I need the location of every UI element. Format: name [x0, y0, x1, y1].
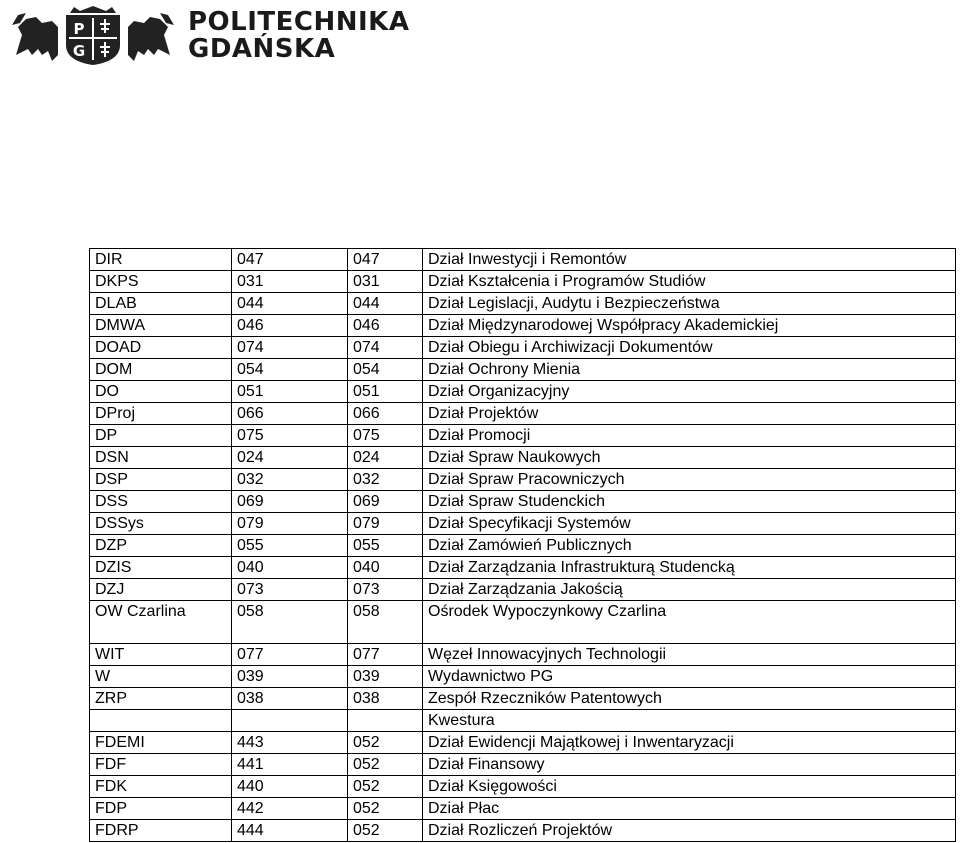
table-cell: Dział Kształcenia i Programów Studiów: [423, 271, 956, 293]
table-cell: DSP: [90, 469, 232, 491]
table-cell: Dział Legislacji, Audytu i Bezpieczeństwa: [423, 293, 956, 315]
university-emblem-icon: [8, 5, 178, 67]
emblem-letter-p: P: [73, 20, 85, 38]
section-row: [90, 710, 956, 732]
university-name: [188, 9, 409, 63]
table-row: [90, 469, 956, 491]
table-cell: Dział Specyfikacji Systemów: [423, 513, 956, 535]
table-cell: Dział Płac: [423, 798, 956, 820]
table-cell: 077: [348, 644, 423, 666]
table-cell: DOAD: [90, 337, 232, 359]
table-cell: 066: [232, 403, 348, 425]
table-cell: Dział Międzynarodowej Współpracy Akademickiej: [423, 315, 956, 337]
table-row: [90, 425, 956, 447]
table-cell: 444: [232, 820, 348, 842]
table-cell: Dział Inwestycji i Remontów: [423, 249, 956, 271]
table-cell: 443: [232, 732, 348, 754]
table-cell: Dział Finansowy: [423, 754, 956, 776]
table-cell: FDRP: [90, 820, 232, 842]
table-cell: 052: [348, 798, 423, 820]
table-cell: 052: [348, 820, 423, 842]
table-cell: Dział Zarządzania Jakością: [423, 579, 956, 601]
table-cell: 066: [348, 403, 423, 425]
table-cell: FDK: [90, 776, 232, 798]
table-cell: 052: [348, 754, 423, 776]
table-cell: Dział Spraw Naukowych: [423, 447, 956, 469]
table-cell: Węzeł Innowacyjnych Technologii: [423, 644, 956, 666]
table-row: [90, 315, 956, 337]
table-row: [90, 579, 956, 601]
table-cell: Dział Zarządzania Infrastrukturą Studencką: [423, 557, 956, 579]
table-cell: DZIS: [90, 557, 232, 579]
table-cell: 031: [232, 271, 348, 293]
logo: [8, 4, 409, 68]
table-cell: DSS: [90, 491, 232, 513]
table-cell: 069: [232, 491, 348, 513]
table-cell: 055: [348, 535, 423, 557]
table-cell: 044: [348, 293, 423, 315]
table-cell: 031: [348, 271, 423, 293]
table-cell: 074: [232, 337, 348, 359]
table-cell: 032: [348, 469, 423, 491]
table-cell: 079: [348, 513, 423, 535]
table-cell: DSSys: [90, 513, 232, 535]
table-cell: 051: [232, 381, 348, 403]
table-cell: Dział Organizacyjny: [423, 381, 956, 403]
table-cell: DLAB: [90, 293, 232, 315]
table-cell: 047: [232, 249, 348, 271]
table-cell: Dział Spraw Studenckich: [423, 491, 956, 513]
section-label: Kwestura: [423, 710, 956, 732]
table-row: [90, 381, 956, 403]
table-cell: Dział Projektów: [423, 403, 956, 425]
table-cell: 024: [232, 447, 348, 469]
table-cell: FDF: [90, 754, 232, 776]
table-row: [90, 557, 956, 579]
table-cell: ZRP: [90, 688, 232, 710]
table-row: [90, 688, 956, 710]
table-cell: 077: [232, 644, 348, 666]
table-cell: DZP: [90, 535, 232, 557]
table-cell: Dział Rozliczeń Projektów: [423, 820, 956, 842]
kwestura-table-body: [90, 732, 956, 842]
table-cell: 038: [348, 688, 423, 710]
table-cell: 051: [348, 381, 423, 403]
table-cell: DProj: [90, 403, 232, 425]
table-row: [90, 359, 956, 381]
logo-line-1: POLITECHNIKA: [188, 7, 410, 37]
table-cell: 055: [232, 535, 348, 557]
table-cell: 046: [348, 315, 423, 337]
table-cell: 440: [232, 776, 348, 798]
table-cell: [90, 710, 232, 732]
table-cell: 073: [348, 579, 423, 601]
table-cell: Dział Spraw Pracowniczych: [423, 469, 956, 491]
table-row: [90, 732, 956, 754]
table-cell: 038: [232, 688, 348, 710]
table-cell: WIT: [90, 644, 232, 666]
table-cell: DO: [90, 381, 232, 403]
table-cell: Dział Ochrony Mienia: [423, 359, 956, 381]
table-cell: Wydawnictwo PG: [423, 666, 956, 688]
table-cell: 044: [232, 293, 348, 315]
table-cell: Dział Zamówień Publicznych: [423, 535, 956, 557]
table-row: [90, 271, 956, 293]
table-cell: 047: [348, 249, 423, 271]
logo-line-2: GDAŃSKA: [188, 34, 336, 64]
table-cell: DKPS: [90, 271, 232, 293]
table-row: [90, 293, 956, 315]
table-cell: DIR: [90, 249, 232, 271]
table-row: [90, 337, 956, 359]
table-cell: 039: [232, 666, 348, 688]
table-cell: Dział Promocji: [423, 425, 956, 447]
table-cell: W: [90, 666, 232, 688]
table-row: [90, 249, 956, 271]
table-cell: 073: [232, 579, 348, 601]
units-table: [89, 248, 956, 842]
table-cell: 074: [348, 337, 423, 359]
table-cell: [232, 710, 348, 732]
table-cell: 032: [232, 469, 348, 491]
table-cell: DP: [90, 425, 232, 447]
table-cell: 075: [232, 425, 348, 447]
table-cell: 079: [232, 513, 348, 535]
table-row: [90, 403, 956, 425]
table-cell: 040: [232, 557, 348, 579]
table-cell: 040: [348, 557, 423, 579]
section-header-body: [90, 710, 956, 732]
table-cell: FDEMI: [90, 732, 232, 754]
table-cell: 075: [348, 425, 423, 447]
table-row: [90, 776, 956, 798]
emblem-letter-g: G: [72, 42, 86, 60]
table-row: [90, 820, 956, 842]
table-cell: FDP: [90, 798, 232, 820]
table-cell: Ośrodek Wypoczynkowy Czarlina: [423, 601, 956, 644]
table-cell: 024: [348, 447, 423, 469]
table-cell: 046: [232, 315, 348, 337]
table-cell: Dział Ewidencji Majątkowej i Inwentaryzacji: [423, 732, 956, 754]
table-cell: 052: [348, 732, 423, 754]
table-row: [90, 601, 956, 644]
table-cell: 058: [232, 601, 348, 644]
units-table-body: [90, 249, 956, 710]
table-cell: DMWA: [90, 315, 232, 337]
table-row: [90, 644, 956, 666]
table-cell: Dział Księgowości: [423, 776, 956, 798]
table-cell: 441: [232, 754, 348, 776]
table-row: [90, 491, 956, 513]
table-cell: DSN: [90, 447, 232, 469]
table-row: [90, 535, 956, 557]
table-row: [90, 798, 956, 820]
table-row: [90, 754, 956, 776]
table-row: [90, 513, 956, 535]
table-cell: 052: [348, 776, 423, 798]
table-row: [90, 666, 956, 688]
table-row: [90, 447, 956, 469]
table-cell: OW Czarlina: [90, 601, 232, 644]
table-cell: Dział Obiegu i Archiwizacji Dokumentów: [423, 337, 956, 359]
table-cell: 058: [348, 601, 423, 644]
table-cell: [348, 710, 423, 732]
table-cell: 054: [232, 359, 348, 381]
table-cell: 054: [348, 359, 423, 381]
table-cell: DOM: [90, 359, 232, 381]
table-cell: Zespół Rzeczników Patentowych: [423, 688, 956, 710]
table-cell: DZJ: [90, 579, 232, 601]
table-cell: 442: [232, 798, 348, 820]
table-cell: 069: [348, 491, 423, 513]
table-cell: 039: [348, 666, 423, 688]
